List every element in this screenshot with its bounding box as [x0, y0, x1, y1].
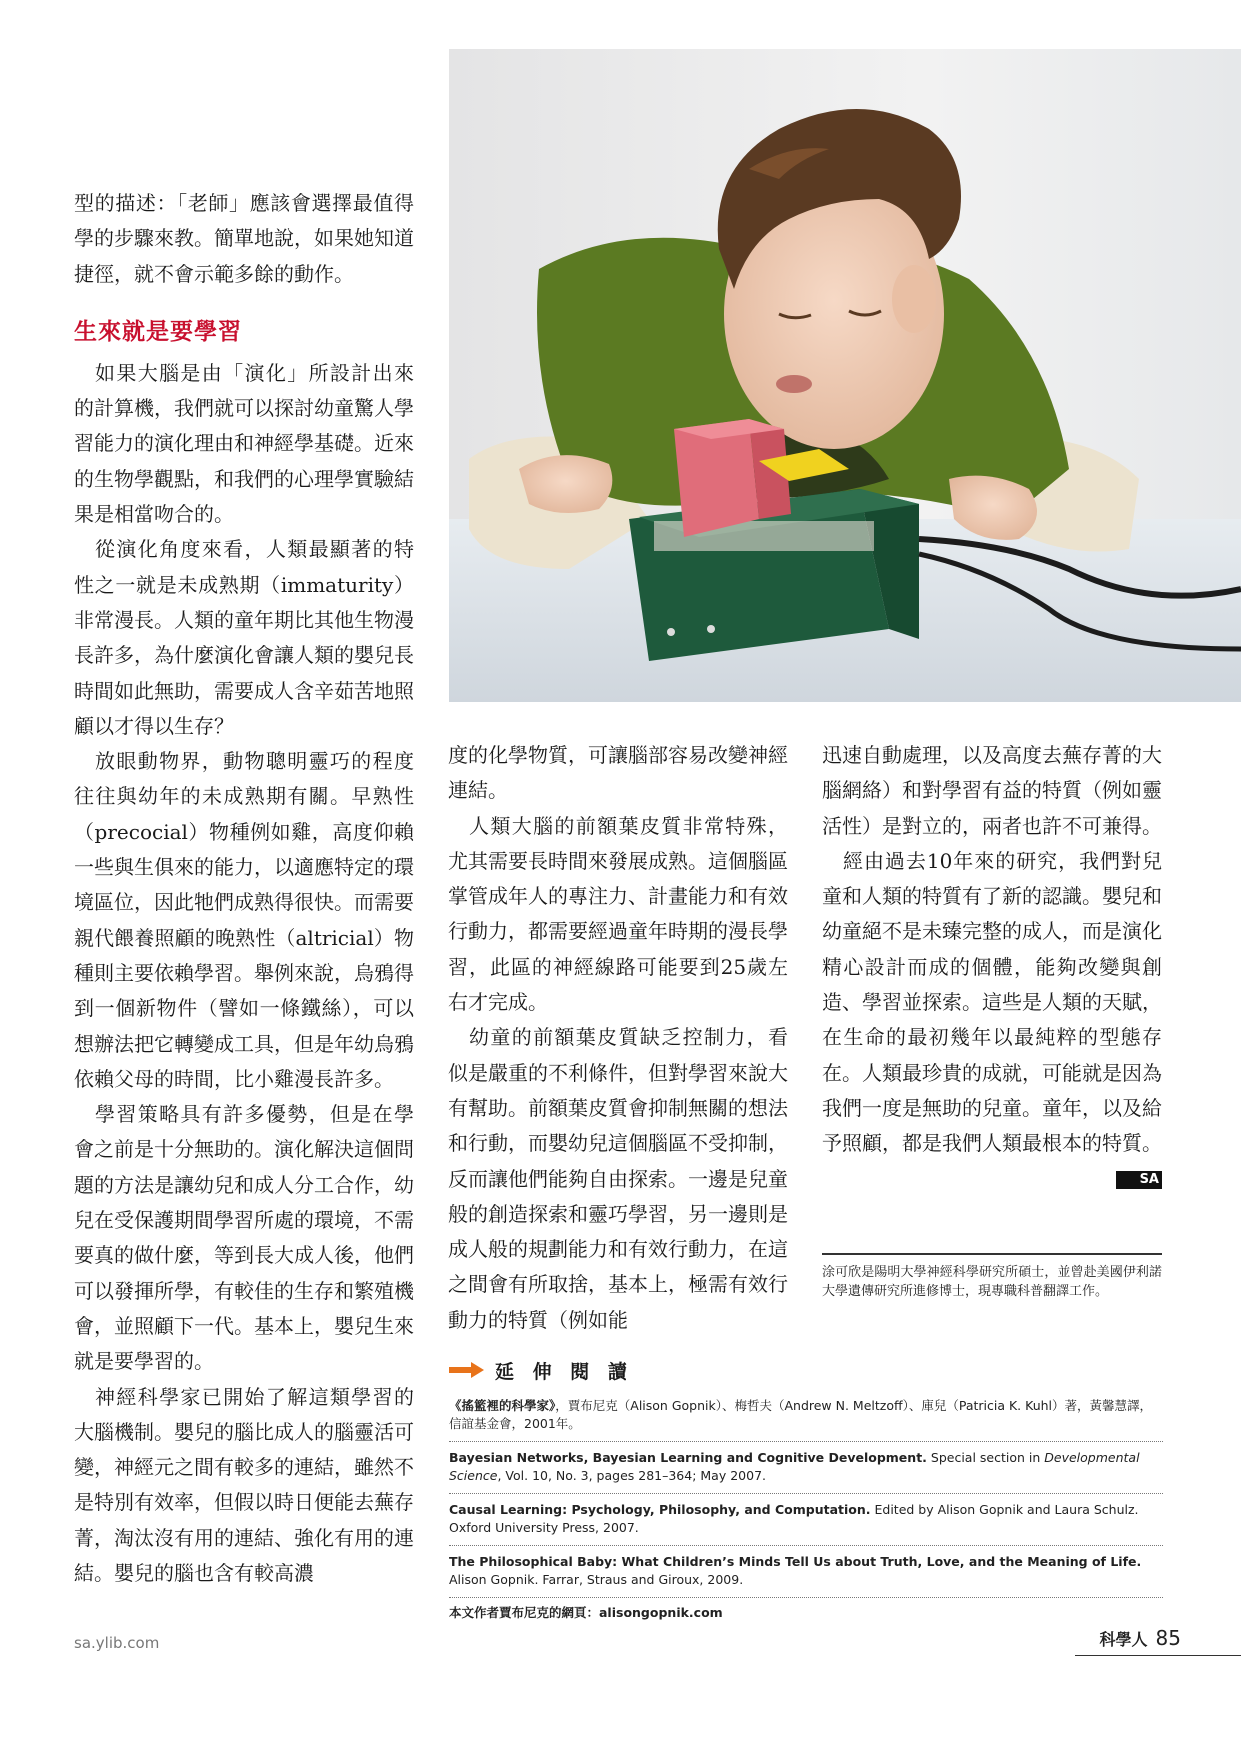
reference-title: Causal Learning: Psychology, Philosophy, and Computation. [449, 1502, 871, 1517]
footer-rule [1075, 1655, 1241, 1656]
page-number: 85 [1155, 1626, 1181, 1650]
article-column-2 [448, 738, 788, 1338]
paragraph: 人類大腦的前額葉皮質非常特殊，尤其需要長時間來發展成熟。這個腦區掌管成年人的專注力、計畫能力和有效行動力，都需要經過童年時期的漫長學習，此區的神經線路可能要到25歲左右才完成。 [448, 813, 788, 1015]
author-website: 本文作者賈布尼克的網頁：alisongopnik.com [449, 1605, 723, 1620]
child-with-toy-photo [449, 49, 1241, 702]
article-column-3 [822, 738, 1162, 1189]
paragraph: 從演化角度來看，人類最顯著的特性之一就是未成熟期（immaturity）非常漫長。人類的童年期比其他生物漫長許多，為什麼演化會讓人類的嬰兒長時間如此無助，需要成人含辛茹苦地照顧以才得以生存？ [74, 537, 414, 738]
paragraph [822, 844, 1162, 1187]
paragraph: 迅速自動處理，以及高度去蕪存菁的大腦網絡）和對學習有益的特質（例如靈活性）是對立的，兩者也許不可兼得。 [822, 743, 1162, 838]
reference-item [449, 1494, 1163, 1546]
paragraph: 型的描述：「老師」應該會選擇最值得學的步驟來教。簡單地說，如果她知道捷徑，就不會示範多餘的動作。 [74, 191, 414, 286]
footer-page-info [1100, 1626, 1181, 1650]
reference-title: 《搖籃裡的科學家》 [449, 1398, 556, 1413]
reference-details: Alison Gopnik. Farrar, Straus and Giroux, 2009. [449, 1572, 744, 1587]
reference-item [449, 1546, 1163, 1598]
arrow-right-icon [449, 1361, 485, 1379]
section-heading: 生來就是要學習 [74, 318, 242, 345]
sa-end-mark: SA [1116, 1171, 1162, 1189]
reference-details: ，賈布尼克（Alison Gopnik）、梅哲夫（Andrew N. Meltzoff）、庫兒（Patricia K. Kuhl）著，黃馨慧譯，信誼基金會，2001年。 [449, 1398, 1153, 1431]
footer-website: sa.ylib.com [74, 1634, 160, 1652]
paragraph: 幼童的前額葉皮質缺乏控制力，看似是嚴重的不利條件，但對學習來說大有幫助。前額葉皮質會抑制無關的想法和行動，而嬰幼兒這個腦區不受抑制，反而讓他們能夠自由探索。一邊是兒童般的創造探索和靈巧學習，另一邊則是成人般的規劃能力和有效行動力，在這之間會有所取捨，基本上，極需有效行動力的特質（例如能 [448, 1025, 788, 1332]
paragraph: 神經科學家已開始了解這類學習的大腦機制。嬰兒的腦比成人的腦靈活可變，神經元之間有較多的連結，雖然不是特別有效率，但假以時日便能去蕪存菁，淘汰沒有用的連結、強化有用的連結。嬰兒的腦也含有較高濃 [74, 1384, 414, 1585]
paragraph: 度的化學物質，可讓腦部容易改變神經連結。 [448, 743, 788, 803]
magazine-name: 科學人 [1099, 1630, 1148, 1649]
photo-illustration [449, 49, 1241, 702]
reference-details: Special section in [926, 1450, 1045, 1465]
article-column-1 [74, 186, 414, 1591]
paragraph: 如果大腦是由「演化」所設計出來的計算機，我們就可以探討幼童驚人學習能力的演化理由和神經學基礎。近來的生物學觀點，和我們的心理學實驗結果是相當吻合的。 [74, 360, 414, 527]
reference-details: , Vol. 10, No. 3, pages 281–364; May 2007. [497, 1468, 766, 1483]
further-reading [449, 1356, 1163, 1622]
paragraph: 放眼動物界，動物聰明靈巧的程度往往與幼年的未成熟期有關。早熟性（precocial）物種例如雞，高度仰賴一些與生俱來的能力，以適應特定的環境區位，因此牠們成熟得很快。而需要親代餵養照顧的晚熟性（altricial）物種則主要依賴學習。舉例來說，烏鴉得到一個新物件（譬如一條鐵絲），可以想辦法把它轉變成工具，但是年幼烏鴉依賴父母的時間，比小雞漫長許多。 [74, 749, 414, 1091]
further-reading-title: 延 伸 閱 讀 [495, 1360, 633, 1383]
reference-title: The Philosophical Baby: What Children’s Minds Tell Us about Truth, Love, and the Meaning of Life. [449, 1554, 1142, 1569]
further-reading-header [449, 1356, 1163, 1384]
reference-details: Edited by Alison Gopnik and Laura Schulz. Oxford University Press, 2007. [449, 1502, 1139, 1535]
translator-bio: 涂可欣是陽明大學神經科學研究所碩士，並曾赴美國伊利諾大學遺傳研究所進修博士，現專職科普翻譯工作。 [822, 1253, 1162, 1301]
paragraph-text: 經由過去10年來的研究，我們對兒童和人類的特質有了新的認識。嬰兒和幼童絕不是未臻完整的成人，而是演化精心設計而成的個體，能夠改變與創造、學習並探索。這些是人類的天賦，在生命的最初幾年以最純粹的型態存在。人類最珍貴的成就，可能就是因為我們一度是無助的兒童。童年，以及給予照顧，都是我們人類最根本的特質。 [822, 848, 1162, 1156]
reference-item [449, 1442, 1163, 1494]
paragraph: 學習策略具有許多優勢，但是在學會之前是十分無助的。演化解決這個問題的方法是讓幼兒和成人分工合作，幼兒在受保護期間學習所處的環境，不需要真的做什麼，等到長大成人後，他們可以發揮所學，有較佳的生存和繁殖機會，並照顧下一代。基本上，嬰兒生來就是要學習的。 [74, 1102, 414, 1374]
reference-title: Bayesian Networks, Bayesian Learning and Cognitive Development. [449, 1450, 927, 1465]
reference-journal: Developmental Science [449, 1450, 1140, 1483]
reference-item [449, 1390, 1163, 1442]
